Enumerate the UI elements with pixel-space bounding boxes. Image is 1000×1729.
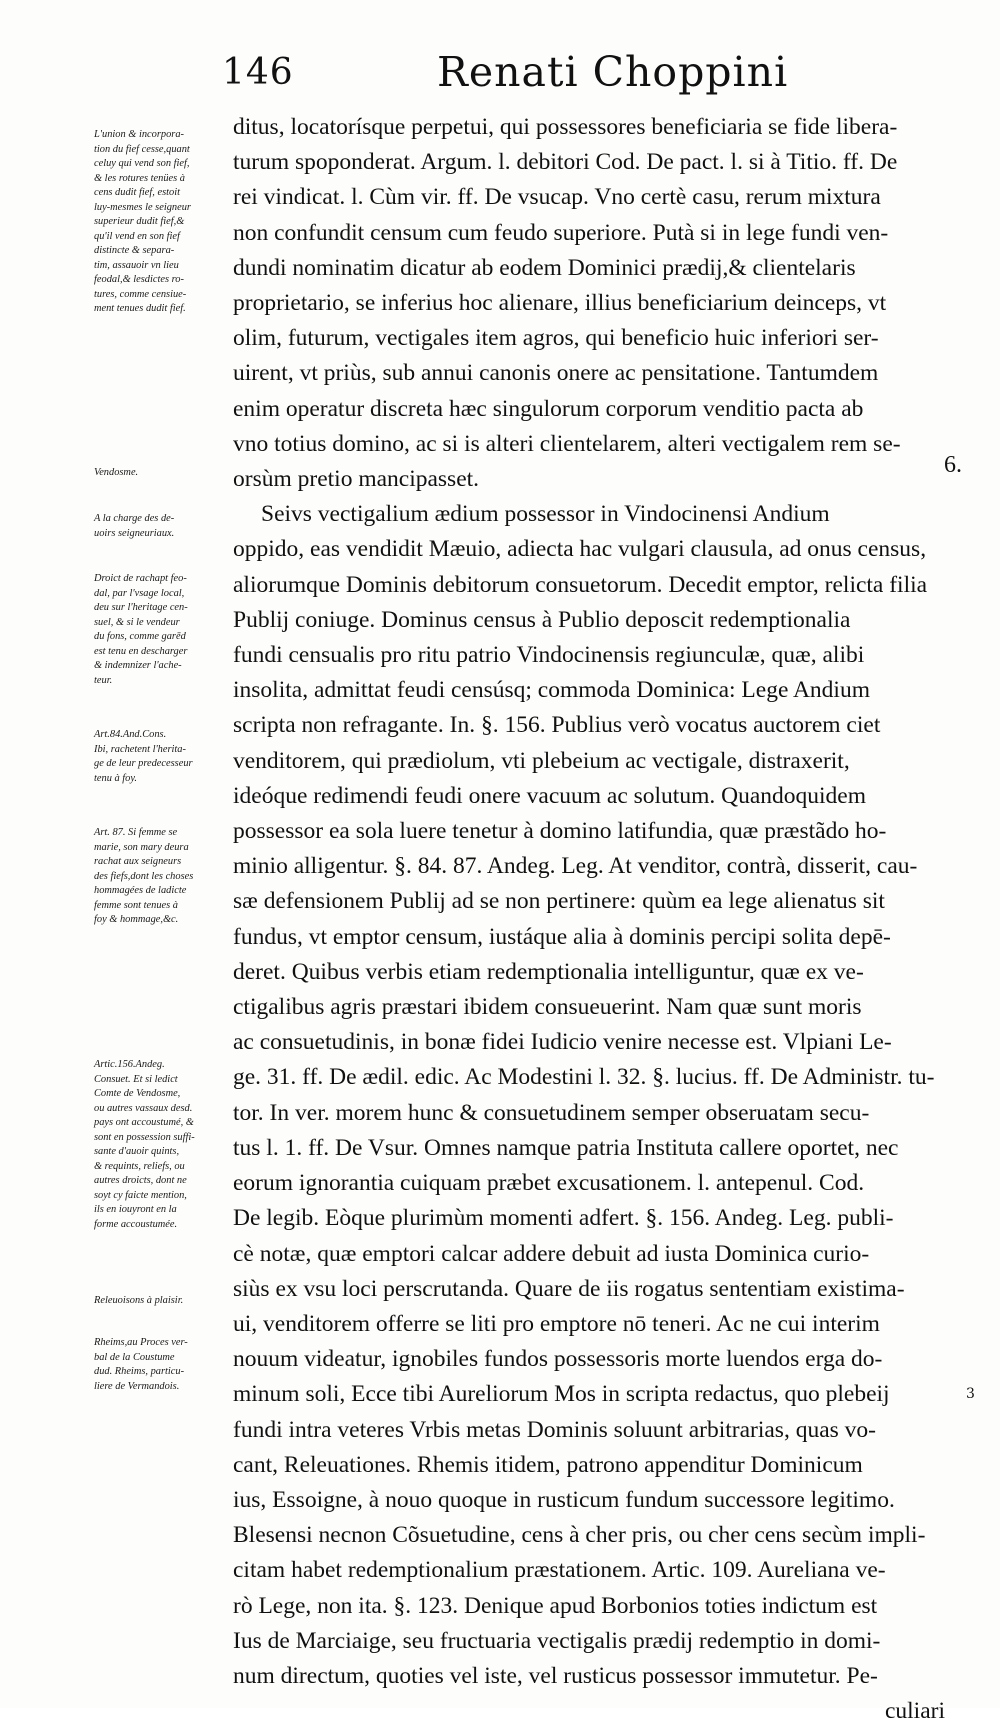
margin-note-line: soyt cy faicte mention, bbox=[94, 1189, 187, 1201]
margin-note-line: distincte & separa- bbox=[94, 245, 175, 256]
margin-note-line: Artic.156.Andeg. bbox=[94, 1059, 165, 1070]
margin-note-charge bbox=[94, 512, 228, 541]
text-line: ac consuetudinis, in bonæ fidei Iudicio venire necesse est. Vlpiani Le- bbox=[233, 1029, 892, 1056]
main-text bbox=[233, 110, 945, 1729]
margin-note-line: uoirs seigneuriaux. bbox=[94, 527, 175, 539]
margin-note-line: tenu à foy. bbox=[94, 772, 137, 784]
text-line: orsùm pretio mancipasset. bbox=[233, 466, 480, 493]
text-line: Seivs vectigalium ædium possessor in Vindocinensi Andium bbox=[261, 501, 830, 528]
text-line: Ius de Marciaige, seu fructuaria vectigalis prædij redemptio in domi- bbox=[233, 1627, 881, 1654]
text-line: fundi intra veteres Vrbis metas Dominis soluunt arbitrarias, quas vo- bbox=[233, 1416, 876, 1443]
margin-note-line: hommagées de ladicte bbox=[94, 885, 187, 896]
margin-note-line: ment tenues dudit fief. bbox=[94, 303, 186, 314]
margin-note-unio bbox=[94, 128, 228, 317]
margin-note-line: tim, assauoir vn lieu bbox=[94, 259, 179, 271]
text-line: dundi nominatim dicatur ab eodem Dominici prædij,& clientelaris bbox=[233, 254, 856, 281]
margin-note-line: autres droicts, dont ne bbox=[94, 1175, 187, 1186]
text-line: oppido, eas vendidit Mæuio, adiecta hac vulgari clausula, ad onus census, bbox=[233, 536, 927, 563]
margin-note-line: Vendosme. bbox=[94, 467, 139, 478]
margin-note-line: du fons, comme garēd bbox=[94, 631, 186, 642]
margin-note-line: cens dudit fief, estoit bbox=[94, 187, 180, 198]
margin-note-line: qu'il vend en son fief bbox=[94, 230, 180, 242]
text-line: possessor ea sola luere tenetur à domino latifundia, quæ præstãdo ho- bbox=[233, 818, 887, 845]
text-line: ideóque redimendi feudi onere vacuum ac solutum. Quandoquidem bbox=[233, 782, 867, 809]
text-line: deret. Quibus verbis etiam redemptionalia intelliguntur, quæ ex ve- bbox=[233, 958, 864, 985]
margin-note-line: liere de Vermandois. bbox=[94, 1380, 180, 1392]
margin-note-line: Releuoisons à plaisir. bbox=[94, 1295, 184, 1306]
margin-note-line: & les rotures tenües à bbox=[94, 172, 186, 184]
margin-note-line: luy-mesmes le seigneur bbox=[94, 201, 191, 213]
margin-note-line: dud. Rheims, particu- bbox=[94, 1366, 185, 1377]
text-line: ui, venditorem offerre se liti pro emptore nō teneri. Ac ne cui interim bbox=[233, 1310, 880, 1337]
margin-note-line: pays ont accoustumé, & bbox=[94, 1117, 194, 1128]
margin-note-line: dal, par l'vsage local, bbox=[94, 587, 185, 599]
stray-mark: 3 bbox=[966, 1386, 975, 1402]
text-line: turum spoponderat. Argum. l. debitori Cod. De pact. l. si à Titio. ff. De bbox=[233, 149, 898, 176]
text-line: rei vindicat. l. Cùm vir. ff. De vsucap. Vno certè casu, rerum mixtura bbox=[233, 184, 881, 211]
margin-note-line: ils en iouyront en la bbox=[94, 1204, 177, 1215]
text-line: cè notæ, quæ emptori calcar addere debuit ad iusta Dominica curio- bbox=[233, 1240, 870, 1267]
text-line: minum soli, Ecce tibi Aureliorum Mos in scripta redactus, quo plebeij bbox=[233, 1381, 890, 1408]
text-line: Blesensi necnon Cõsuetudine, cens à cher pris, ou cher cens secùm impli- bbox=[233, 1522, 926, 1549]
text-line: ditus, locatorísque perpetui, qui possessores beneficiaria se fide libera- bbox=[233, 114, 898, 140]
text-line: fundi censualis pro ritu patrio Vindocinensis regiunculæ, quæ, alibi bbox=[233, 642, 865, 669]
text-line: Publij coniuge. Dominus census à Publio deposcit redemptionalia bbox=[233, 606, 851, 633]
text-line: cant, Releuationes. Rhemis itidem, patrono appenditur Dominicum bbox=[233, 1451, 863, 1478]
text-line: num directum, quoties vel iste, vel rusticus possessor immutetur. Pe- bbox=[233, 1662, 878, 1689]
margin-note-line: A la charge des de- bbox=[94, 513, 175, 524]
paragraph-1 bbox=[233, 110, 945, 497]
text-line: rò Lege, non ita. §. 123. Denique apud Borbonios toties indictum est bbox=[233, 1592, 878, 1619]
margin-note-line: Comte de Vendosme, bbox=[94, 1088, 181, 1099]
margin-note-line: teur. bbox=[94, 674, 113, 686]
margin-note-line: ge de leur predecesseur bbox=[94, 758, 193, 769]
text-line: aliorumque Dominis debitorum consuetorum. Decedit emptor, relicta filia bbox=[233, 571, 928, 598]
text-line: insolita, admittat feudi censúsq; commoda Dominica: Lege Andium bbox=[233, 677, 870, 704]
text-line: eorum ignorantia cuiquam præbet excusationem. l. antepenul. Cod. bbox=[233, 1170, 865, 1197]
text-line: venditorem, qui prædiolum, vti plebeium ac vectigale, distraxerit, bbox=[233, 747, 850, 774]
margin-note-line: feodal,& lesdictes ro- bbox=[94, 274, 184, 285]
text-line: tus l. 1. ff. De Vsur. Omnes namque patria Instituta callere oportet, nec bbox=[233, 1134, 899, 1161]
margin-note-art87 bbox=[94, 826, 228, 928]
text-line: enim operatur discreta hæc singulorum corporum venditio pacta ab bbox=[233, 395, 864, 422]
margin-note-line: est tenu en descharger bbox=[94, 645, 188, 657]
margin-note-rachapt bbox=[94, 572, 228, 688]
text-line: siùs ex vsu loci perscrutanda. Quare de iis rogatus sententiam existima- bbox=[233, 1275, 905, 1302]
margin-note-rheims bbox=[94, 1336, 228, 1394]
text-line: tor. In ver. morem hunc & consuetudinem semper obseruatam secu- bbox=[233, 1099, 870, 1126]
margin-note-artic156 bbox=[94, 1058, 228, 1232]
margin-note-line: & requints, reliefs, ou bbox=[94, 1160, 185, 1172]
margin-note-line: suel, & si le vendeur bbox=[94, 616, 180, 628]
margin-note-line: femme sont tenues à bbox=[94, 899, 178, 911]
margin-note-line: tures, comme censiue- bbox=[94, 288, 187, 300]
text-line: proprietario, se inferius hoc alienare, illius beneficiarium deinceps, vt bbox=[233, 290, 887, 317]
margin-note-line: ou autres vassaux desd. bbox=[94, 1102, 193, 1114]
margin-note-line: Droict de rachapt feo- bbox=[94, 573, 187, 584]
text-line: De legib. Eòque plurimùm momenti adfert. §. 156. Andeg. Leg. publi- bbox=[233, 1205, 894, 1232]
margin-note-line: marie, son mary deura bbox=[94, 841, 189, 853]
margin-note-line: rachat aux seigneurs bbox=[94, 856, 182, 867]
text-line: ctigalibus agris præstari ibidem consueuerint. Nam quæ sunt moris bbox=[233, 994, 862, 1021]
paragraph-2 bbox=[233, 497, 945, 1694]
margin-note-vendosme bbox=[94, 466, 228, 481]
text-line: fundus, vt emptor censum, iustáque alia à dominis percipi solita depē- bbox=[233, 923, 891, 950]
text-line: ge. 31. ff. De ædil. edic. Ac Modestini l. 32. §. lucius. ff. De Administr. tu- bbox=[233, 1064, 935, 1091]
text-line: sæ defensionem Publij ad se non pertinere: quùm ea lege alienatus sit bbox=[233, 888, 885, 915]
margin-note-line: superieur dudit fief,& bbox=[94, 216, 185, 227]
margin-note-line: Ibi, rachetent l'herita- bbox=[94, 743, 186, 755]
text-line: minio alligentur. §. 84. 87. Andeg. Leg. At venditor, contrà, disserit, cau- bbox=[233, 853, 918, 880]
margin-note-line: & indemnizer l'ache- bbox=[94, 660, 182, 671]
page-header bbox=[0, 40, 1000, 110]
margin-note-line: deu sur l'heritage cen- bbox=[94, 602, 188, 613]
text-line: scripta non refragante. In. §. 156. Publius verò vocatus auctorem ciet bbox=[233, 712, 881, 739]
text-line: vno totius domino, ac si is alteri clientelarem, alteri vectigalem rem se- bbox=[233, 430, 901, 457]
margin-note-line: tion du fief cesse,quant bbox=[94, 143, 190, 155]
margin-note-line: L'union & incorpora- bbox=[94, 129, 184, 140]
margin-note-line: sante d'auoir quints, bbox=[94, 1146, 180, 1157]
margin-note-art84 bbox=[94, 728, 228, 786]
margin-note-line: bal de la Coustume bbox=[94, 1351, 175, 1363]
text-line: uirent, vt priùs, sub annui canonis onere ac pensitatione. Tantumdem bbox=[233, 360, 879, 387]
text-line: non confundit censum cum feudo superiore. Putà si in lege fundi ven- bbox=[233, 219, 889, 246]
margin-note-line: Art.84.And.Cons. bbox=[94, 729, 167, 740]
margin-note-line: Rheims,au Proces ver- bbox=[94, 1337, 188, 1348]
paragraph-marker: 6. bbox=[944, 452, 962, 478]
catchword: culiari bbox=[884, 1698, 945, 1725]
margin-note-line: celuy qui vend son fief, bbox=[94, 158, 190, 169]
text-line: nouum videatur, ignobiles fundos possessoris morte luendos erga do- bbox=[233, 1346, 883, 1373]
text-line: ius, Essoigne, à nouo quoque in rusticum fundum successore legitimo. bbox=[233, 1486, 895, 1513]
page-number: 146 bbox=[222, 52, 294, 93]
margin-note-line: Consuet. Et si ledict bbox=[94, 1073, 178, 1085]
margin-note-line: sont en possession suffi- bbox=[94, 1131, 195, 1143]
margin-note-line: forme accoustumée. bbox=[94, 1218, 178, 1230]
text-line: citam habet redemptionalium præstationem. Artic. 109. Aureliana ve- bbox=[233, 1557, 886, 1584]
margin-note-line: Art. 87. Si femme se bbox=[94, 827, 178, 838]
margin-note-line: foy & hommage,&c. bbox=[94, 914, 179, 925]
margin-note-line: des fiefs,dont les choses bbox=[94, 870, 194, 882]
running-title: Renati Choppini bbox=[437, 48, 789, 96]
text-line: olim, futurum, vectigales item agros, qui beneficio huic inferiori ser- bbox=[233, 325, 879, 352]
margin-note-releuoisons bbox=[94, 1294, 228, 1309]
